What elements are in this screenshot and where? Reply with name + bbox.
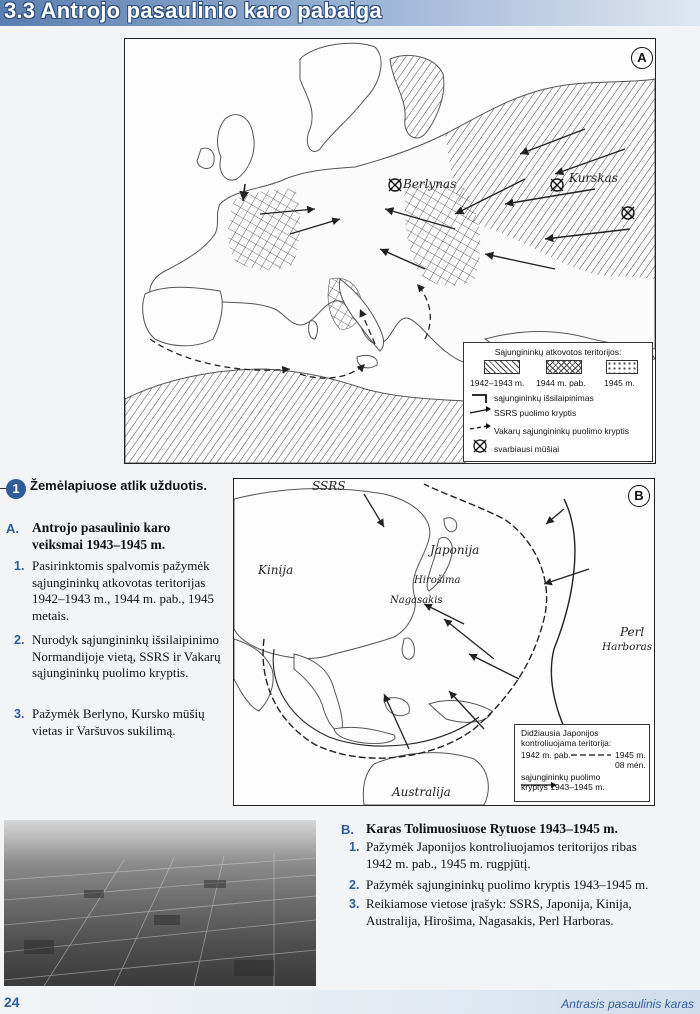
aerial-photo-destroyed-city bbox=[4, 820, 316, 986]
legend-b-title: Didžiausia Japonijos kontroliuojama teritorija: bbox=[521, 728, 612, 748]
section-b-item-1-num: 1. bbox=[349, 840, 360, 854]
legend-b-1942: 1942 m. pab. bbox=[521, 750, 571, 760]
legend-western-offensive: Vakarų sąjungininkų puolimo kryptis bbox=[494, 426, 629, 436]
legend-ussr-offensive: SSRS puolimo kryptis bbox=[494, 408, 577, 418]
photo-texture bbox=[4, 820, 316, 986]
handwritten-japan: Japonija bbox=[430, 543, 480, 557]
section-b-title: Karas Tolimuosiuose Rytuose 1943–1945 m. bbox=[366, 821, 618, 836]
section-a-letter: A. bbox=[6, 521, 19, 536]
handwritten-harbor: Harboras bbox=[602, 641, 653, 653]
legend-swatch-dotted bbox=[606, 360, 638, 374]
task-number-badge: 1 bbox=[6, 479, 26, 499]
section-a-item-2-text: Nurodyk sąjungininkų išsilaipinimo Normandijoje vietą, SSRS ir Vakarų sąjungininkų puolimo kryptis. bbox=[32, 632, 221, 680]
legend-year-3: 1945 m. bbox=[604, 378, 635, 388]
handwritten-hiroshima: Hirošima bbox=[414, 575, 461, 586]
section-a-item-3-text: Pažymėk Berlyno, Kursko mūšių vietas ir Varšuvos sukilimą. bbox=[32, 706, 205, 738]
legend-b-line-1942 bbox=[571, 751, 611, 759]
legend-year-1: 1942–1943 m. bbox=[470, 378, 525, 388]
handwritten-china: Kinija bbox=[258, 563, 294, 577]
legend-a-title: Sąjungininkų atkovotos teritorijos: bbox=[494, 347, 622, 357]
section-a-item-1-num: 1. bbox=[14, 559, 25, 573]
handwritten-australia: Australija bbox=[392, 785, 451, 799]
legend-b-offensive-years: kryptys 1943–1945 m. bbox=[521, 782, 605, 792]
map-a-label: A bbox=[631, 47, 653, 69]
section-b-item-1-text: Pažymėk Japonijos kontroliuojamos teritorijos ribas 1942 m. pab., 1945 m. rugpjūtį. bbox=[366, 839, 637, 871]
task-title: Žemėlapiuose atlik užduotis. bbox=[30, 478, 207, 493]
handwritten-ssrs: SSRS bbox=[312, 479, 346, 493]
page-number: 24 bbox=[4, 994, 20, 1010]
section-b-letter: B. bbox=[341, 822, 354, 837]
legend-b-1945-month: 08 mėn. bbox=[615, 760, 646, 770]
map-a bbox=[124, 38, 656, 464]
handwritten-nagasaki: Nagasakis bbox=[390, 595, 443, 606]
legend-battles: svarbiausi mūšiai bbox=[494, 444, 560, 454]
map-b bbox=[233, 478, 655, 806]
section-b-item-2-num: 2. bbox=[349, 878, 360, 892]
page-title: 3.3 Antrojo pasaulinio karo pabaiga bbox=[4, 0, 382, 23]
map-a-legend bbox=[463, 342, 653, 462]
handwritten-pearl: Perl bbox=[620, 625, 645, 639]
section-a-item-1-text: Pasirinktomis spalvomis pažymėk sąjungininkų atkovotas teritorijas 1942–1943 m., 1944 m. pab., 1945 metais. bbox=[32, 558, 214, 623]
section-b-item-3-text: Reikiamose vietose įrašyk: SSRS, Japonija, Kinija, Australija, Hirošima, Nagasakis, Perl Harboras. bbox=[366, 896, 632, 928]
legend-b-offensive: sąjungininkų puolimo bbox=[521, 772, 601, 782]
map-b-label: B bbox=[628, 485, 650, 507]
handwritten-kursk: Kurskas bbox=[569, 171, 618, 185]
handwritten-berlin: Berlynas bbox=[403, 177, 457, 191]
book-title: Antrasis pasaulinis karas bbox=[561, 997, 694, 1011]
section-b-item-2-text: Pažymėk sąjungininkų puolimo kryptis 1943–1945 m. bbox=[366, 877, 649, 892]
legend-swatch-crosshatch bbox=[546, 360, 582, 374]
legend-a-symbols bbox=[468, 391, 494, 461]
legend-landing: sąjungininkų išsilaipinimas bbox=[494, 393, 594, 403]
legend-b-1945: 1945 m. bbox=[615, 750, 646, 760]
legend-swatch-hatched bbox=[484, 360, 520, 374]
legend-year-2: 1944 m. pab. bbox=[536, 378, 586, 388]
section-a-title: Antrojo pasaulinio karo veiksmai 1943–1945 m. bbox=[32, 520, 171, 552]
map-b-legend bbox=[514, 724, 650, 802]
section-a-item-3-num: 3. bbox=[14, 707, 25, 721]
section-b-item-3-num: 3. bbox=[349, 897, 360, 911]
section-a-item-2-num: 2. bbox=[14, 633, 25, 647]
